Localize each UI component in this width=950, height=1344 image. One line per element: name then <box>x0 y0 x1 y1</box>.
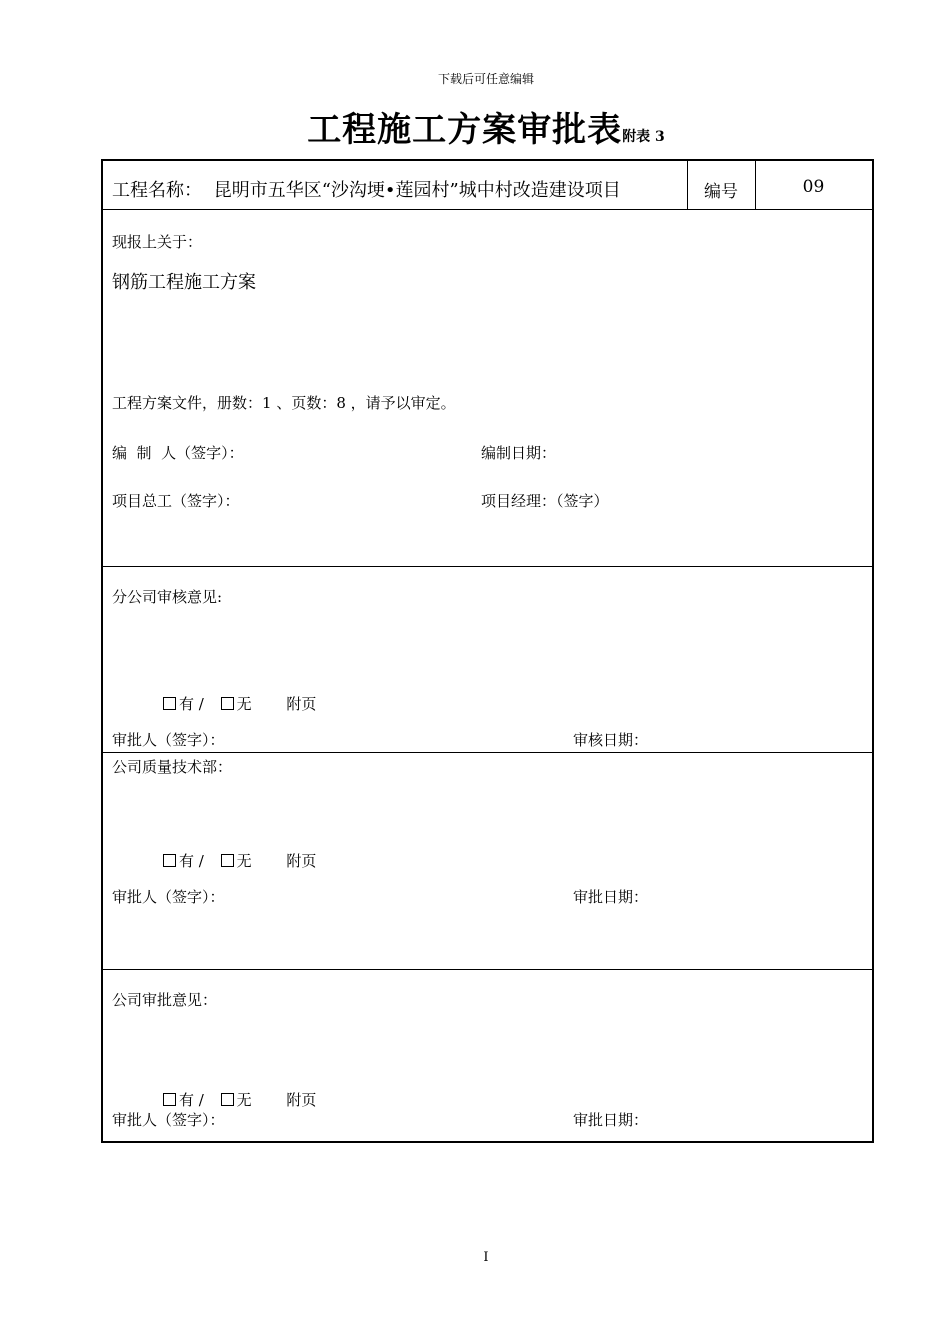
option-no-label: 无 <box>236 852 252 870</box>
company-signer-label: 审批人（签字）： <box>112 1111 225 1129</box>
row-divider <box>103 752 872 753</box>
option-yes-label: 有 / <box>179 695 204 713</box>
quality-dept-title: 公司质量技术部： <box>112 758 233 776</box>
compile-date-label: 编制日期： <box>481 444 557 462</box>
checkbox-no[interactable] <box>221 854 234 867</box>
header-note: 下载后可任意编辑 <box>437 72 534 86</box>
branch-review-title: 分公司审核意见: <box>112 588 223 606</box>
branch-date-label: 审核日期： <box>573 731 649 749</box>
row-divider <box>103 209 872 210</box>
form-title-main: 工程施工方案审批表 <box>307 110 623 150</box>
row-divider <box>103 566 872 567</box>
compiler-label: 编 制 人（签字）： <box>112 444 244 462</box>
option-yes-label: 有 / <box>179 1091 204 1109</box>
form-title <box>0 102 950 151</box>
chief-engineer-label: 项目总工（签字）： <box>112 492 240 510</box>
row-divider <box>103 969 872 970</box>
quality-signer-label: 审批人（签字）： <box>112 888 225 906</box>
plan-name: 钢筋工程施工方案 <box>112 272 256 293</box>
option-no-label: 无 <box>236 695 252 713</box>
option-yes-label: 有 / <box>179 852 204 870</box>
company-date-label: 审批日期： <box>573 1111 649 1129</box>
attachment-page-label: 附页 <box>286 852 317 870</box>
project-label: 工程名称： <box>112 180 202 201</box>
page-number: I <box>483 1250 489 1265</box>
checkbox-yes[interactable] <box>163 697 176 710</box>
checkbox-no[interactable] <box>221 1093 234 1106</box>
option-no-label: 无 <box>236 1091 252 1109</box>
company-approval-title: 公司审批意见： <box>112 991 218 1009</box>
attachment-page-label: 附页 <box>286 1091 317 1109</box>
checkbox-yes[interactable] <box>163 854 176 867</box>
approval-form-table <box>101 159 874 1143</box>
attachment-page-label: 附页 <box>286 695 317 713</box>
number-label: 编号 <box>704 182 738 202</box>
checkbox-yes[interactable] <box>163 1093 176 1106</box>
project-name-row <box>112 176 621 202</box>
quality-date-label: 审批日期： <box>573 888 649 906</box>
files-line: 工程方案文件，册数：1 、页数：8 ，请予以审定。 <box>112 394 456 412</box>
project-name: 昆明市五华区“沙沟埂•莲园村”城中村改造建设项目 <box>213 180 621 201</box>
checkbox-no[interactable] <box>221 697 234 710</box>
attachment-options <box>163 1089 316 1110</box>
form-title-sub: 附表 3 <box>622 129 665 145</box>
attachment-options <box>163 850 316 871</box>
branch-signer-label: 审批人（签字）： <box>112 731 225 749</box>
attachment-options <box>163 693 316 714</box>
report-intro: 现报上关于： <box>112 233 203 251</box>
number-value: 09 <box>802 177 825 197</box>
pm-label: 项目经理：（签字） <box>481 492 609 510</box>
